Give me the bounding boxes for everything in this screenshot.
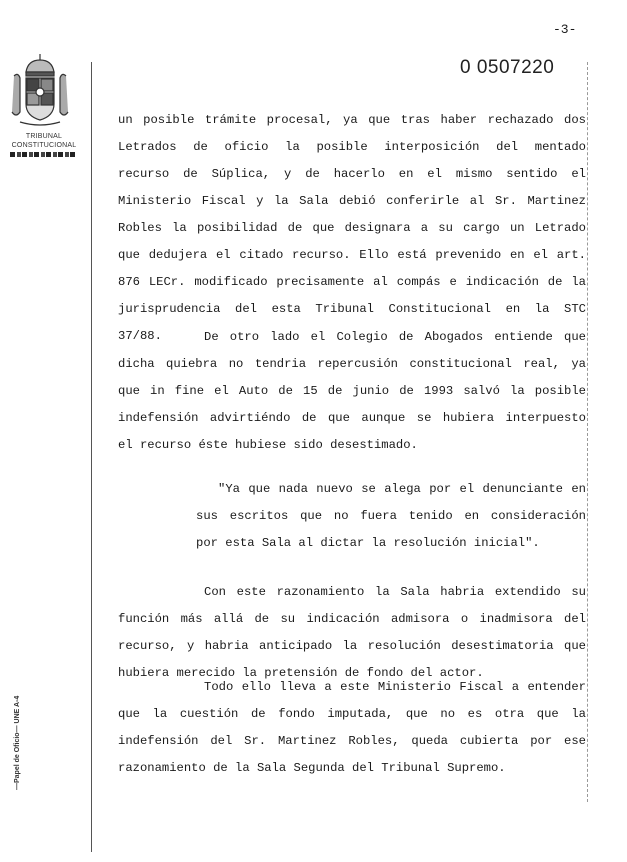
text-line: el recurso éste hubiese sido desestimado. — [118, 438, 418, 452]
text-line: recurso, y habria anticipado la resolución desestimatoria que — [118, 639, 586, 653]
text-line: indefensión advirtiéndo de que aunque se hubiera interpuesto — [118, 411, 586, 425]
text-line: que in fine el Auto de 15 de junio de 1993 salvó la posible — [118, 384, 586, 398]
text-line: que dedujera el citado recurso. Ello está prevenido en el art. — [118, 248, 586, 262]
text-line: 37/88. — [118, 329, 162, 343]
institution-label-line2: CONSTITUCIONAL — [11, 142, 77, 149]
text-line: hubiera merecido la pretensión de fondo del actor. — [118, 666, 484, 680]
text-line: 876 LECr. modificado precisamente al compás e indicación de la — [118, 275, 586, 289]
text-line: un posible trámite procesal, ya que tras haber rechazado dos — [118, 113, 586, 127]
text-line: recurso de Súplica, y de hacerlo en el mismo sentido el — [118, 167, 586, 181]
paragraph-2 — [118, 324, 586, 459]
text-line: Ministerio Fiscal y la Sala debió conferirle al Sr. Martinez — [118, 194, 586, 208]
text-line: Robles la posibilidad de que designara a su cargo un Letrado — [118, 221, 586, 235]
text-line: Todo ello lleva a este Ministerio Fiscal a entender — [204, 680, 586, 694]
institution-stamp-bar — [10, 152, 76, 157]
text-line: Letrados de oficio la posible interposición del mentado — [118, 140, 586, 154]
text-line: función más allá de su indicación admisora o inadmisora del — [118, 612, 586, 626]
right-margin-rule — [587, 62, 589, 802]
page-number: -3- — [553, 22, 577, 37]
text-line: por esta Sala al dictar la resolución inicial". — [196, 536, 540, 550]
paragraph-1 — [118, 107, 586, 350]
institution-label — [6, 132, 82, 150]
text-line: sus escritos que no fuera tenido en consideración — [196, 509, 586, 523]
left-margin-rule — [91, 62, 92, 852]
text-line: dicha quiebra no tendria repercusión constitucional real, ya — [118, 357, 586, 371]
institution-label-line1: TRIBUNAL — [25, 133, 63, 140]
text-line: que la cuestión de fondo imputada, que no es otra que la — [118, 707, 586, 721]
text-line: indefensión del Sr. Martinez Robles, queda cubierta por ese — [118, 734, 586, 748]
paragraph-4 — [118, 674, 586, 782]
coat-of-arms-icon — [8, 52, 72, 130]
text-line: Con este razonamiento la Sala habria extendido su — [204, 585, 586, 599]
text-line: "Ya que nada nuevo se alega por el denunciante en — [218, 482, 586, 496]
text-line: De otro lado el Colegio de Abogados entiende que — [204, 330, 586, 344]
paper-label: —Papel de Oficio— UNE A-4 — [14, 695, 21, 790]
text-line: razonamiento de la Sala Segunda del Tribunal Supremo. — [118, 761, 506, 775]
paragraph-3 — [118, 579, 586, 687]
document-number: 0 0507220 — [460, 57, 555, 78]
quoted-passage — [196, 476, 586, 557]
text-line: jurisprudencia del esta Tribunal Constitucional en la STC — [118, 302, 586, 316]
